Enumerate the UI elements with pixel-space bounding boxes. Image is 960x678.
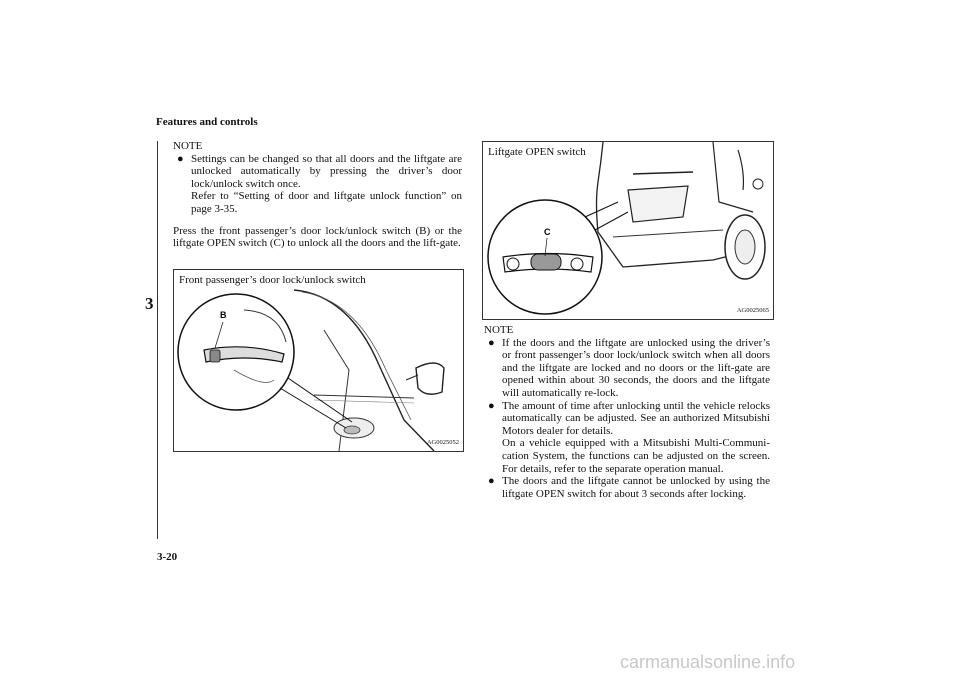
note-bullet xyxy=(484,475,770,500)
door-switch-illustration xyxy=(174,270,463,451)
body-paragraph: Press the front passenger’s door lock/unlock switch (B) or the liftgate OPEN switch (C) to unlock all the doors and the lift-gate. xyxy=(173,224,462,250)
note-bullet xyxy=(173,153,462,216)
bullet-icon: ● xyxy=(177,152,184,165)
watermark: carmanualsonline.info xyxy=(620,652,796,672)
callout-label-b: B xyxy=(220,310,227,320)
note-bullet-subtext: Refer to “Setting of door and liftgate unlock function” on page 3-35. xyxy=(191,190,462,215)
bullet-icon: ● xyxy=(488,475,495,488)
figure-caption: Front passenger’s door lock/unlock switch xyxy=(179,274,366,286)
note-heading: NOTE xyxy=(173,140,203,152)
note-bullet-text: If the doors and the liftgate are unlocked using the driver’s or front passenger’s door lock/unlock switch when all doors and the liftgate are locked and no doors or the lift-gate are opened within about 30 seconds, the doors and the liftgate will automatically re-lock. xyxy=(502,336,770,399)
right-column xyxy=(484,324,770,500)
note-bullet-text: Settings can be changed so that all doors and the liftgate are unlocked automatically by pressing the driver’s door lock/unlock switch once. xyxy=(191,152,462,190)
figure-code: AG0025065 xyxy=(736,307,769,314)
bullet-icon: ● xyxy=(488,399,495,412)
page-number: 3-20 xyxy=(157,551,178,563)
chapter-number: 3 xyxy=(145,294,154,313)
note-bullet-text: The amount of time after unlocking until the vehicle relocks automatically can be adjusted. See an authorized Mitsubishi Motors dealer for details. xyxy=(502,399,770,437)
callout-label-c: C xyxy=(544,227,551,237)
bullet-icon: ● xyxy=(488,336,495,349)
note-bullet xyxy=(484,337,770,400)
note-heading: NOTE xyxy=(484,324,514,336)
note-bullet xyxy=(484,400,770,476)
liftgate-switch-illustration xyxy=(483,142,773,319)
left-column xyxy=(173,140,462,250)
figure-door-switch xyxy=(173,269,464,452)
figure-liftgate-switch xyxy=(482,141,774,320)
figure-code: AG0025052 xyxy=(426,439,459,446)
chapter-tab xyxy=(131,141,158,539)
note-bullet-subtext: On a vehicle equipped with a Mitsubishi Multi-Communi-cation System, the functions can be adjusted on the screen. For details, refer to the separate operation manual. xyxy=(502,437,770,475)
section-header: Features and controls xyxy=(156,116,258,128)
figure-caption: Liftgate OPEN switch xyxy=(488,146,586,158)
note-bullet-text: The doors and the liftgate cannot be unlocked by using the liftgate OPEN switch for about 3 seconds after locking. xyxy=(502,475,770,500)
